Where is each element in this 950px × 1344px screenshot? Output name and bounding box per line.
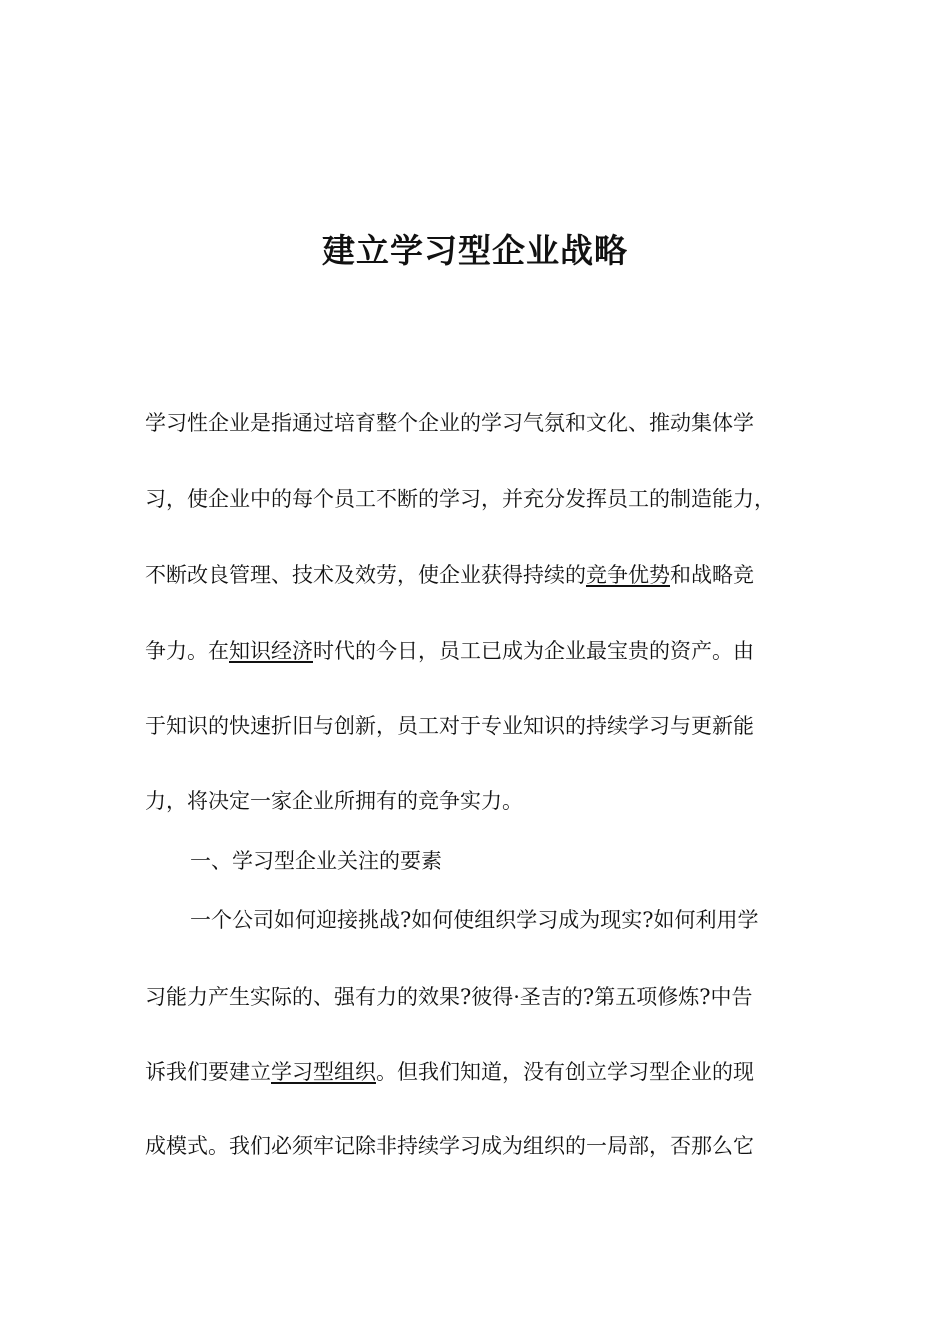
text-run: 于知识的快速折旧与创新，员工对于专业知识的持续学习与更新能 [145, 714, 754, 738]
section-heading: 一、学习型企业关注的要素 [190, 849, 442, 873]
text-run: 习能力产生实际的、强有力的效果?彼得·圣吉的?第五项修炼?中告 [145, 985, 753, 1009]
text-line [145, 1131, 754, 1161]
text-run: 时代的今日，员工已成为企业最宝贵的资产。由 [313, 639, 754, 663]
text-run: 不断改良管理、技术及效劳，使企业获得持续的 [145, 563, 586, 587]
underlined-term: 学习型组织 [271, 1060, 376, 1084]
text-run: 习，使企业中的每个员工不断的学习，并充分发挥员工的制造能力， [145, 487, 775, 511]
document-title: 建立学习型企业战略 [322, 231, 628, 270]
text-line [145, 982, 752, 1012]
text-line [145, 711, 754, 741]
text-line [145, 1057, 754, 1087]
text-run: 和战略竞 [670, 563, 754, 587]
text-run: 。但我们知道，没有创立学习型企业的现 [376, 1060, 754, 1084]
text-run: 成模式。我们必须牢记除非持续学习成为组织的一局部，否那么它 [145, 1134, 754, 1158]
text-run: 诉我们要建立 [145, 1060, 271, 1084]
text-line [190, 905, 759, 935]
text-run: 一个公司如何迎接挑战?如何使组织学习成为现实?如何利用学 [190, 908, 759, 932]
text-line [145, 408, 754, 438]
text-run: 争力。在 [145, 639, 229, 663]
text-line [145, 636, 754, 666]
underlined-term: 竞争优势 [586, 563, 670, 587]
text-line [145, 786, 523, 816]
underlined-term: 知识经济 [229, 639, 313, 663]
text-run: 力，将决定一家企业所拥有的竞争实力。 [145, 789, 523, 813]
text-line [145, 560, 754, 590]
text-run: 学习性企业是指通过培育整个企业的学习气氛和文化、推动集体学 [145, 411, 754, 435]
text-line [145, 484, 775, 514]
